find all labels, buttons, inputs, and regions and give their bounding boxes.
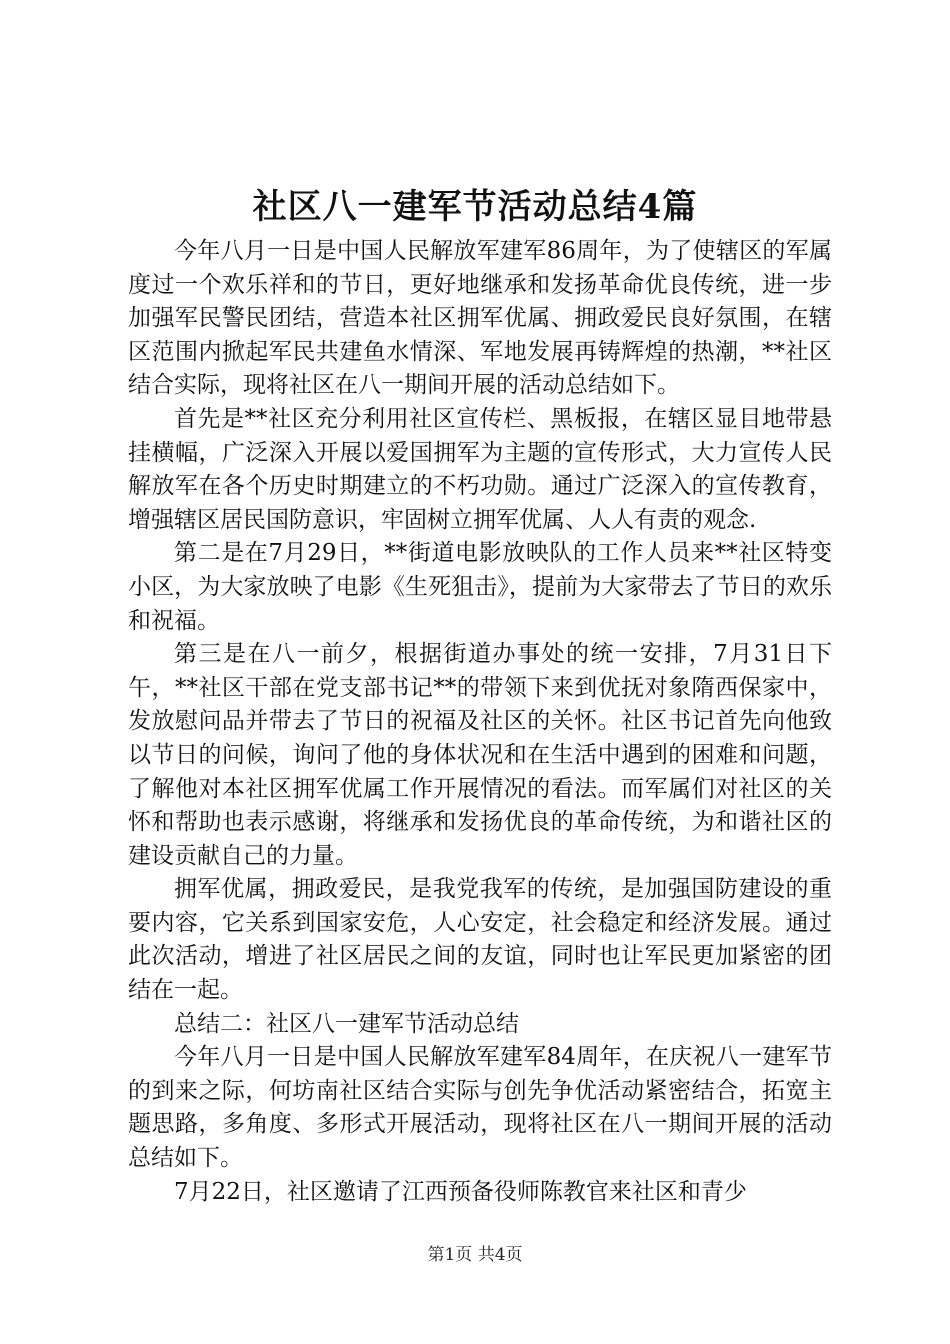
paragraph: 拥军优属，拥政爱民，是我党我军的传统，是加强国防建设的重要内容，它关系到国家安危，人心安定，社会稳定和经济发展。通过此次活动，增进了社区居民之间的友谊，同时也让军民更加紧密的团结在一起。 — [128, 876, 832, 1004]
document-body — [128, 235, 832, 1209]
page-footer: 第1页 共4页 — [427, 1245, 523, 1265]
paragraph: 第二是在7月29日，**街道电影放映队的工作人员来**社区特变小区，为大家放映了电影《生死狙击》，提前为大家带去了节日的欢乐和祝福。 — [128, 540, 832, 634]
paragraph: 7月22日，社区邀请了江西预备役师陈教官来社区和青少 — [174, 1178, 747, 1205]
paragraph: 首先是**社区充分利用社区宣传栏、黑板报，在辖区显目地带悬挂横幅，广泛深入开展以爱国拥军为主题的宣传形式，大力宣传人民解放军在各个历史时期建立的不朽功勋。通过广泛深入的宣传教育，增强辖区居民国防意识，牢固树立拥军优属、人人有责的观念. — [128, 405, 832, 533]
section-heading: 总结二：社区八一建军节活动总结 — [174, 1010, 519, 1037]
paragraph: 第三是在八一前夕，根据街道办事处的统一安排，7月31日下午，**社区干部在党支部书记**的带领下来到优抚对象隋西保家中，发放慰问品并带去了节日的祝福及社区的关怀。社区书记首先向他致以节日的问候，询问了他的身体状况和在生活中遇到的困难和问题，了解他对本社区拥军优属工作开展情况的看法。而军属们对社区的关怀和帮助也表示感谢，将继承和发扬优良的革命传统，为和谐社区的建设贡献自己的力量。 — [128, 641, 832, 869]
paragraph: 今年八月一日是中国人民解放军建军84周年，在庆祝八一建军节的到来之际，何坊南社区结合实际与创先争优活动紧密结合，拓宽主题思路，多角度、多形式开展活动，现将社区在八一期间开展的活动总结如下。 — [128, 1044, 832, 1172]
document-title: 社区八一建军节活动总结4篇 — [252, 187, 698, 227]
paragraph: 今年八月一日是中国人民解放军建军86周年，为了使辖区的军属度过一个欢乐祥和的节日，更好地继承和发扬革命优良传统，进一步加强军民警民团结，营造本社区拥军优属、拥政爱民良好氛围，在辖区范围内掀起军民共建鱼水情深、军地发展再铸辉煌的热潮，**社区结合实际，现将社区在八一期间开展的活动总结如下。 — [128, 238, 832, 399]
